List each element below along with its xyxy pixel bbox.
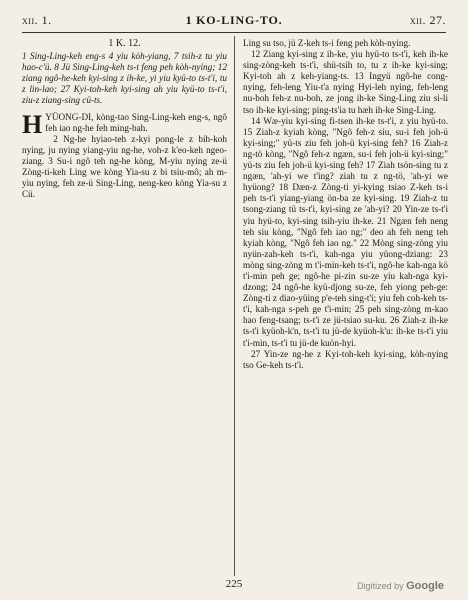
digitized-watermark [357, 580, 444, 592]
drop-cap: H [22, 109, 43, 139]
header-book-title: 1 KO-LING-TO. [185, 13, 283, 27]
watermark-text: Digitized by [357, 581, 404, 591]
watermark-brand: Google [406, 580, 444, 592]
header-chapter-right: xii. 27. [409, 13, 446, 27]
left-column [22, 38, 227, 200]
body-paragraph: 12 Ziang kyi-sing z ih-ke, yiu hyü-to ts-t'i, keh ih-ke sing-zòng-keh ts-t'i, shü-tsih to, tu z ih-ke kyi-sing; Kyi-toh ah z keh-yiang-ts. 13 Ingyü ngô-he cong-nying, feh-leng Yiu-t'a nying Hyi-leh nying, feh-leng nu-boh feh-z nu-boh, ze jong ih-ke Sing-Ling ziu si-li tso ih-ke kyi-sing; ping-ts'ia tu hæh ih-ke Sing-Ling. [243, 49, 448, 115]
header-chapter-left: xii. 1. [22, 13, 52, 27]
chapter-summary: 1 Sing-Ling-keh eng-s 4 yiu kòh-yiang, 7 tsih-z tu yiu hao-c'ü. 8 Jü Sing-Ling-keh ts-t feng peh kòh-nying; 12 ziang ngô-he-keh kyi-sing z ih-ke, yi yiu kyü-to ts-t'i, tu z lin-lao; 27 Kyi-toh-keh kyi-sing ah yiu kyü-to ts-t'i, ziu-z ziang-sing cü-ts. [22, 51, 227, 106]
header-rule [22, 32, 446, 33]
opening-paragraph [22, 109, 227, 139]
body-paragraph: Ling su tso, jü Z-keh ts-i feng peh kòh-nying. [243, 38, 411, 48]
right-column [243, 38, 448, 371]
running-header [22, 12, 446, 28]
opening-text: YÜONG-DI, kòng-tao Sing-Ling-keh eng-s, ngô feh iao ng-he feh ming-bah. [45, 111, 227, 133]
page-number: 225 [225, 578, 243, 590]
chapter-label: 1 K. 12. [108, 38, 141, 49]
body-paragraph: 2 Ng-he hyiao-teh z-kyi pong-le z bih-koh nying, ju nying yiang-yiu ng-he, voh-z k'eo-keh ngeo-ziang. 3 Su-i ngô teh ng-he kòng, M-yiu nying ze-ü Zòng-ti-keh Ling we kòng Yia-su z bi tsiu-mô; ah m-yiu nying, feh ze-ü Sing-Ling, neng-keo kòng Yia-su z Cü. [22, 133, 227, 200]
column-divider [234, 36, 235, 576]
body-paragraph: 27 Yin-ze ng-he z Kyi-toh-keh kyi-sing, kòh-nying tso Ge-keh ts-t'i. [243, 348, 448, 370]
body-paragraph: 14 Wæ-yiu kyi-sing fi-tsen ih-ke ts-t'i, z yiu hyü-to. 15 Ziah-z kyiah kòng, "Ngô feh-z siu, su-i feh joh-ü kyi-sing;" yü-ts ziu feh joh-ü kyi-sing feh? 16 Ziah-z ng-tö kòng, "Ngô feh-z ngæn, su-i feh joh-ü kyi-sing;" yü-ts ziu feh joh-ü kyi-sing feh? 17 Ziah tsön-sing tu z ngæn, 'ah-yi we t'ing? ziah tu z ng-tö, 'ah-yi we hyüong? 18 Dæn-z Zòng-ti yi-kying tsiao Z-keh ts-i peh ts-t'i yiang-yiang ön-ba ze kyi-sing. 19 Ziah-z tu tsong-ziang tü ts-t'i, kyi-sing ze 'ah-yi? 20 Yin-ze ts-t'i yiu hyü-to, kyi-sing tsih-yiu ih-ke. 21 Ngæn feh neng teh siu kòng, "Ngô feh iao ng;" deo ah feh neng teh kyiah kòng, "Ngô feh iao ng." 22 Mòng sing-zòng yiu nyün-zah-keh ts-t'i, kah-nga yiu yüong-dziang: 23 mòng sing-zòng m t'i-min-keh ts-t'i, ngô-he kah-nga kö t'i-min peh ge; ngô-he pi-zin su-ze yiu kah-nga kyi-dzong; 24 ngô-he kyü-djong su-ze, feh yiong peh-ge: Zòng-ti z diao-yüing p'e-teh sing-t'i; yiu feh coh-keh ts-t'i, kah-nga s-peh ge t'i-min; 25 peh sing-zòng m-kao hao feng-tsang; ts-t'i ze jü-tsiao su-ku. 26 Ziah-z ih-ke ts-t'i kyüoh-k'n, ts-t'i tu jü-de kyüoh-k'u: ih-ke ts-t'i yiu t'i-min, ts-t'i tu jü-de kuön-hyi. [243, 115, 448, 348]
